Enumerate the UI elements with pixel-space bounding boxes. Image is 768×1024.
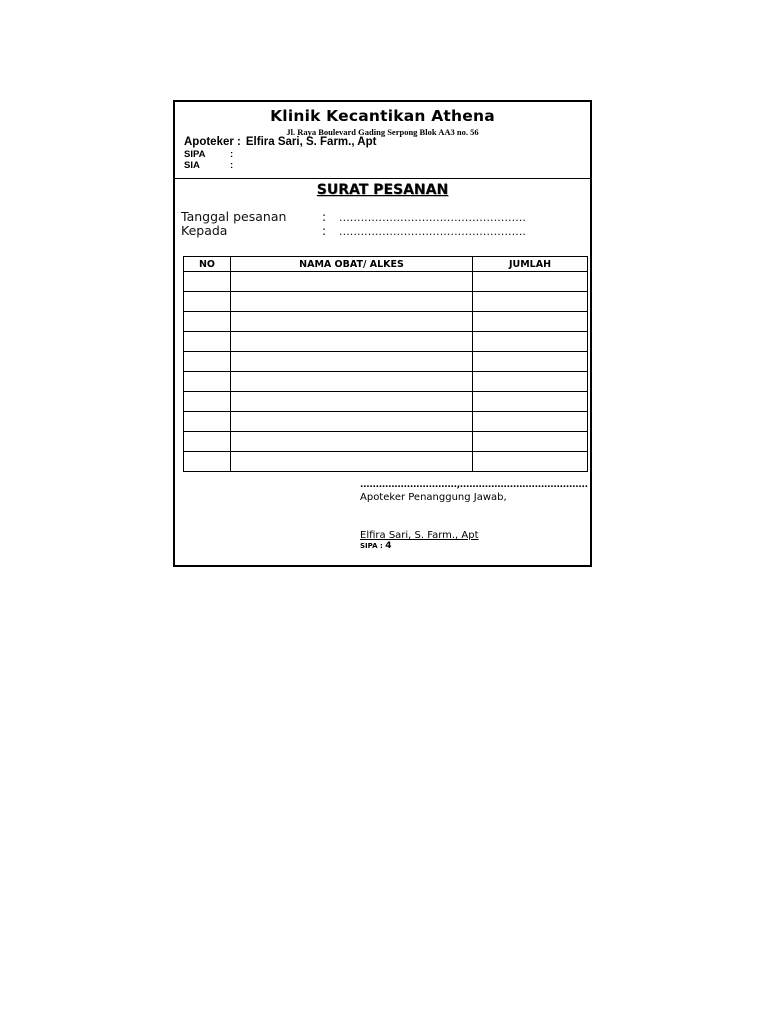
cell-jumlah [473,412,588,432]
cell-no [184,392,231,412]
apoteker-line [184,136,376,148]
cell-no [184,372,231,392]
document-title: SURAT PESANAN [316,182,449,198]
table-row [184,272,588,292]
table-row [184,372,588,392]
cell-no [184,332,231,352]
table-row [184,312,588,332]
cell-jumlah [473,292,588,312]
cell-nama-obat [231,272,473,292]
sipa-label: SIPA [184,149,206,160]
sipa-colon: : [230,149,234,160]
cell-jumlah [473,352,588,372]
cell-nama-obat [231,412,473,432]
table-row [184,292,588,312]
table-row [184,412,588,432]
table-row [184,432,588,452]
cell-jumlah [473,452,588,472]
sia-row [184,160,233,171]
cell-jumlah [473,312,588,332]
cell-nama-obat [231,392,473,412]
tanggal-pesanan-label: Tanggal pesanan [181,209,287,224]
column-header-nama-obat: NAMA OBAT/ ALKES [231,257,473,272]
kepada-colon: : [322,223,327,238]
signature-block [360,480,588,551]
cell-nama-obat [231,352,473,372]
table-row [184,332,588,352]
cell-nama-obat [231,292,473,312]
kepada-field [181,223,526,238]
tanggal-pesanan-field [181,209,526,224]
apoteker-name: Elfira Sari, S. Farm., Apt [245,136,377,148]
cell-no [184,272,231,292]
column-header-no: NO [184,257,231,272]
cell-nama-obat [231,372,473,392]
order-items-table [183,256,588,472]
cell-no [184,292,231,312]
cell-no [184,412,231,432]
signature-role: Apoteker Penanggung Jawab, [360,492,507,503]
cell-jumlah [473,432,588,452]
apoteker-label: Apoteker : [184,136,241,148]
table-header-row [184,257,588,272]
clinic-address: Jl. Raya Boulevard Gading Serpong Blok AA3 no. 56 [286,127,479,137]
column-header-jumlah: JUMLAH [473,257,588,272]
cell-nama-obat [231,452,473,472]
signature-name: Elfira Sari, S. Farm., Apt [360,530,479,541]
kepada-blank: .................................................... [339,225,527,238]
cell-nama-obat [231,432,473,452]
cell-jumlah [473,272,588,292]
cell-no [184,432,231,452]
signature-date-line: ...............................,......................................... [360,480,588,490]
signature-sipa [360,541,588,551]
cell-no [184,452,231,472]
table-body [184,272,588,472]
cell-jumlah [473,372,588,392]
tanggal-pesanan-colon: : [322,209,327,224]
cell-jumlah [473,332,588,352]
letterhead [175,102,590,179]
order-form [173,100,592,567]
cell-nama-obat [231,312,473,332]
sipa-row [184,149,233,160]
cell-nama-obat [231,332,473,352]
kepada-label: Kepada [181,223,228,238]
table-row [184,452,588,472]
signature-sipa-label: SIPA : [360,542,383,550]
table-row [184,352,588,372]
tanggal-pesanan-blank: .................................................... [339,211,527,224]
table-row [184,392,588,412]
clinic-name: Klinik Kecantikan Athena [270,107,495,125]
cell-no [184,312,231,332]
sia-label: SIA [184,160,200,171]
sia-colon: : [230,160,234,171]
cell-no [184,352,231,372]
signature-sipa-value: 4 [385,541,392,551]
cell-jumlah [473,392,588,412]
